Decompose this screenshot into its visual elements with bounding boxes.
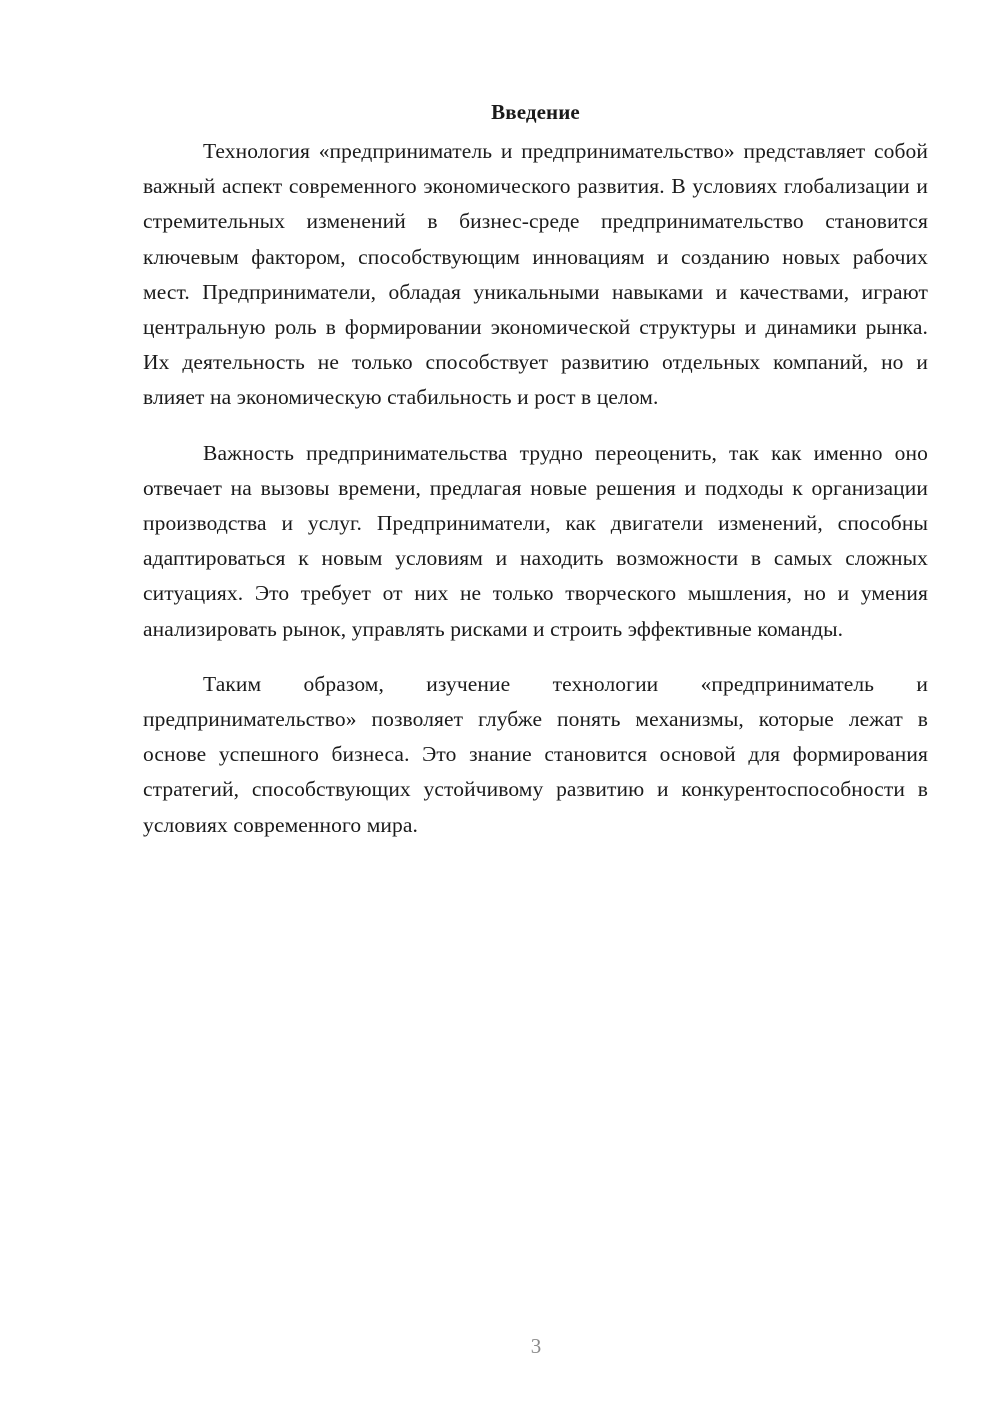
- page-number: 3: [530, 1334, 542, 1358]
- page-content: [143, 96, 928, 863]
- section-title: Введение: [491, 100, 580, 124]
- paragraph-2: Важность предпринимательства трудно переоценить, так как именно оно отвечает на вызовы времени, предлагая новые решения и подходы к организации производства и услуг. Предприниматели, как двигатели изменений, способны адаптироваться к новым условиям и находить возможности в самых сложных ситуациях. Это требует от них не только творческого мышления, но и умения анализировать рынок, управлять рисками и строить эффективные команды.: [143, 440, 928, 641]
- paragraph-3: Таким образом, изучение технологии «предприниматель и предпринимательство» позволяет глубже понять механизмы, которые лежат в основе успешного бизнеса. Это знание становится основой для формирования стратегий, способствующих устойчивому развитию и конкурентоспособности в условиях современного мира.: [143, 671, 928, 837]
- paragraph-1: Технология «предприниматель и предпринимательство» представляет собой важный аспект современного экономического развития. В условиях глобализации и стремительных изменений в бизнес-среде предпринимательство становится ключевым фактором, способствующим инновациям и созданию новых рабочих мест. Предприниматели, обладая уникальными навыками и качествами, играют центральную роль в формировании экономической структуры и динамики рынка. Их деятельность не только способствует развитию отдельных компаний, но и влияет на экономическую стабильность и рост в целом.: [143, 139, 928, 410]
